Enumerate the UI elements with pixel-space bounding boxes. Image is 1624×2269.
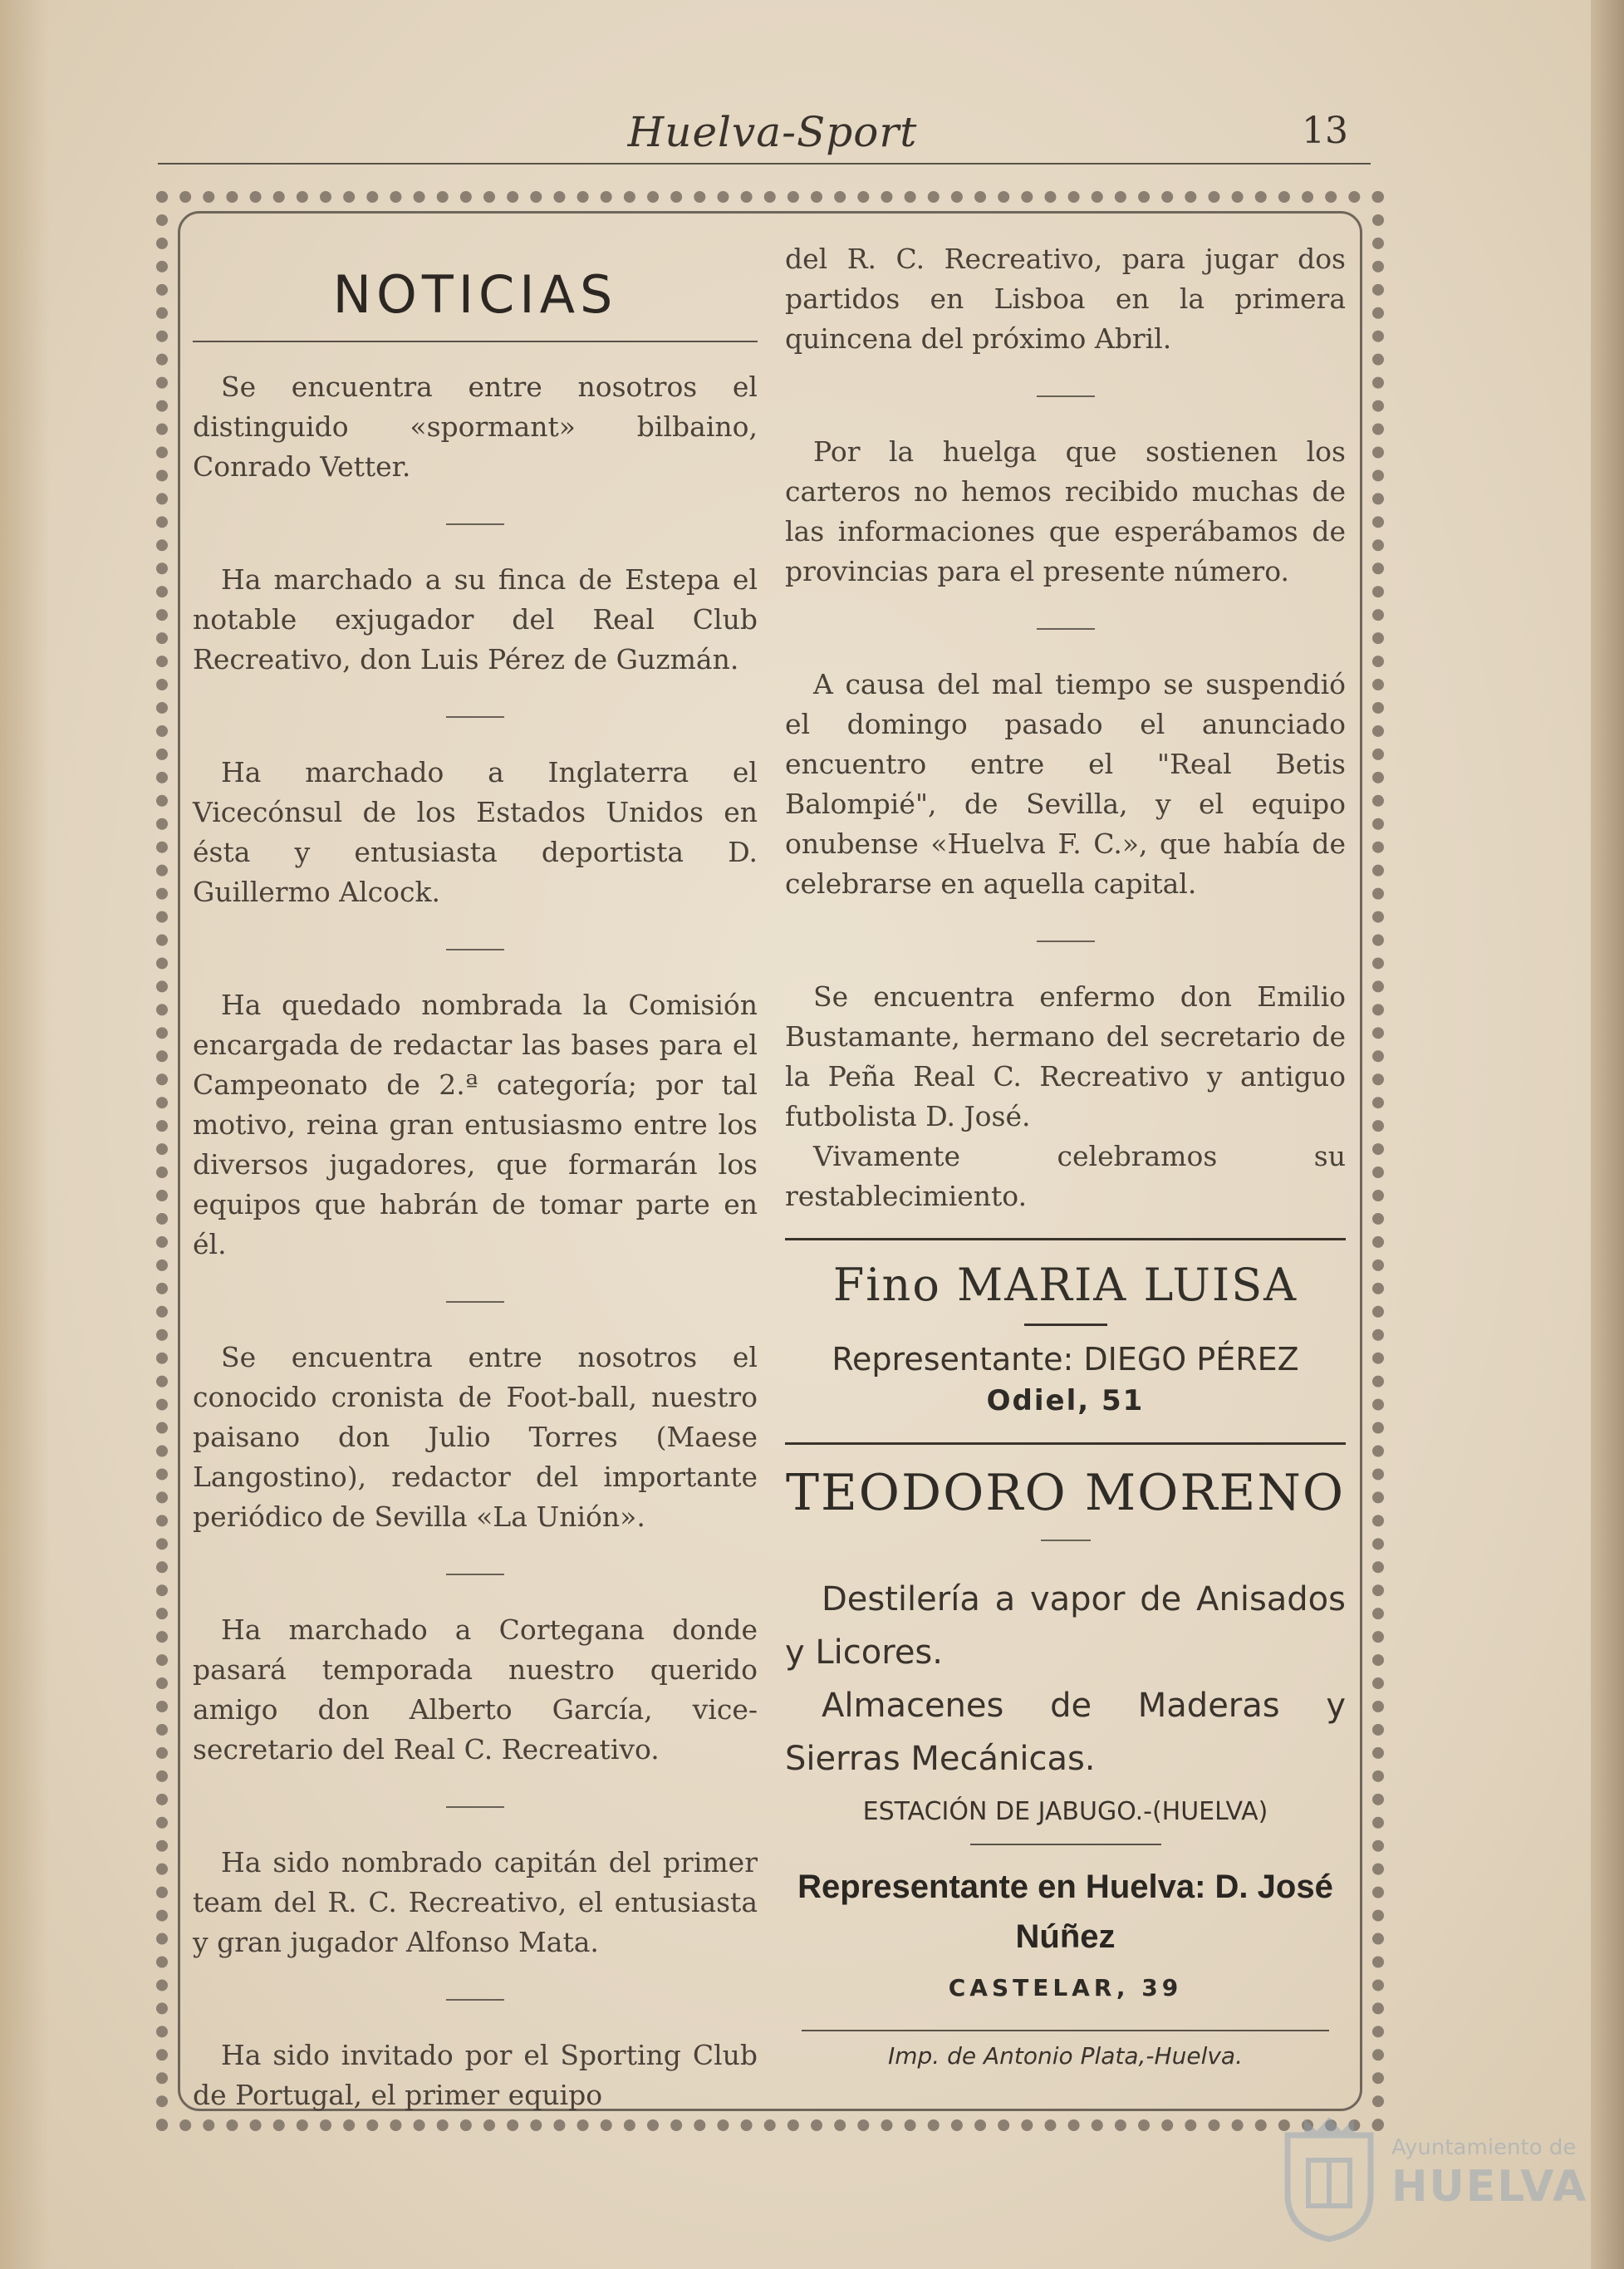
ad-rule: [785, 1442, 1346, 1445]
ad-teodoro-line: Destilería a vapor de Anisados y Licores.: [785, 1580, 1346, 1672]
separator: [193, 1293, 758, 1309]
ad-teodoro-station: ESTACIÓN DE JABUGO.-(HUELVA): [862, 1797, 1268, 1826]
news-item: Vivamente celebramos su restablecimiento.: [785, 1140, 1346, 1212]
separator: [193, 1565, 758, 1582]
separator: [193, 515, 758, 532]
ad-maria-luisa-representative: Representante: DIEGO PÉREZ: [832, 1341, 1299, 1378]
news-item: Se encuentra enfermo don Emilio Bustamante, hermano del secretario de la Peña Real C. Recreativo y antiguo futbolista D. José.: [785, 980, 1346, 1132]
news-item: A causa del mal tiempo se suspendió el domingo pasado el anunciado encuentro entre el "Real Betis Balompié", de Sevilla, y el equipo onubense «Huelva F. C.», que había de celebrarse en aquella capital.: [785, 668, 1346, 900]
news-item: Se encuentra entre nosotros el conocido cronista de Foot-ball, nuestro paisano don Julio Torres (Maese Langostino), redactor del importante periódico de Sevilla «La Unión».: [193, 1341, 758, 1533]
ad-teodoro-name: TEODORO MORENO: [785, 1464, 1346, 1522]
section-title: NOTICIAS: [332, 264, 618, 325]
ad-maria-luisa-name: Fino MARIA LUISA: [832, 1259, 1298, 1311]
separator: [193, 1991, 758, 2007]
news-item: Ha marchado a Inglaterra el Vicecónsul de los Estados Unidos en ésta y entusiasta deportista D. Guillermo Alcock.: [193, 756, 758, 908]
news-item: Ha marchado a Cortegana donde pasará temporada nuestro querido amigo don Alberto García, vice-secretario del Real C. Recreativo.: [193, 1613, 758, 1766]
page-edge-right: [1591, 0, 1624, 2269]
coat-of-arms-icon: [1279, 2110, 1379, 2243]
news-item: Ha quedado nombrada la Comisión encargada de redactar las bases para el Campeonato de 2.ª categoría; por tal motivo, reina gran entusiasmo entre los diversos jugadores, que formarán los equipos que habrán de tomar parte en él.: [193, 989, 758, 1260]
page-edge-left: [0, 0, 50, 2269]
short-rule: [970, 1844, 1161, 1845]
watermark-caption: Ayuntamiento de: [1391, 2135, 1577, 2160]
separator: [785, 387, 1346, 404]
news-item-continued: del R. C. Recreativo, para jugar dos partidos en Lisboa en la primera quincena del próximo Abril.: [785, 243, 1346, 355]
watermark: [1279, 2102, 1595, 2252]
running-title: Huelva-Sport: [627, 108, 918, 156]
title-rule: [193, 341, 758, 342]
right-column: [785, 239, 1346, 2075]
news-item: Por la huelga que sostienen los carteros no hemos recibido muchas de las informaciones que esperábamos de provincias para el presente número.: [785, 435, 1346, 587]
ad-maria-luisa-address: Odiel, 51: [986, 1384, 1145, 1417]
ad-teodoro-line: Almacenes de Maderas y Sierras Mecánicas.: [785, 1687, 1346, 1778]
page-number: 13: [1302, 110, 1348, 152]
news-item: Ha sido nombrado capitán del primer team del R. C. Recreativo, el entusiasta y gran jugador Alfonso Mata.: [193, 1846, 758, 1958]
separator: [193, 941, 758, 957]
ad-rule: [785, 1238, 1346, 1240]
news-item: Ha marchado a su finca de Estepa el notable exjugador del Real Club Recreativo, don Luis Pérez de Guzmán.: [193, 563, 758, 675]
separator: [193, 708, 758, 724]
separator: [785, 620, 1346, 636]
imprint: Imp. de Antonio Plata,-Huelva.: [888, 2042, 1243, 2070]
news-item: Se encuentra entre nosotros el distinguido «spormant» bilbaino, Conrado Vetter.: [193, 371, 758, 483]
separator: [193, 1798, 758, 1815]
separator: [785, 1531, 1346, 1548]
header-rule: [158, 163, 1371, 165]
separator: [785, 932, 1346, 949]
ad-teodoro-body: [785, 1573, 1346, 1785]
news-item: Ha sido invitado por el Sporting Club de Portugal, el primer equipo: [193, 2039, 758, 2111]
watermark-name: HUELVA: [1391, 2162, 1588, 2212]
ad-teodoro-representative: Representante en Huelva: D. José Núñez: [797, 1869, 1333, 1955]
short-rule: [1024, 1324, 1107, 1326]
ad-teodoro-address: CASTELAR, 39: [948, 1974, 1183, 2001]
imprint-rule: [802, 2030, 1329, 2031]
left-column: [193, 249, 758, 2115]
